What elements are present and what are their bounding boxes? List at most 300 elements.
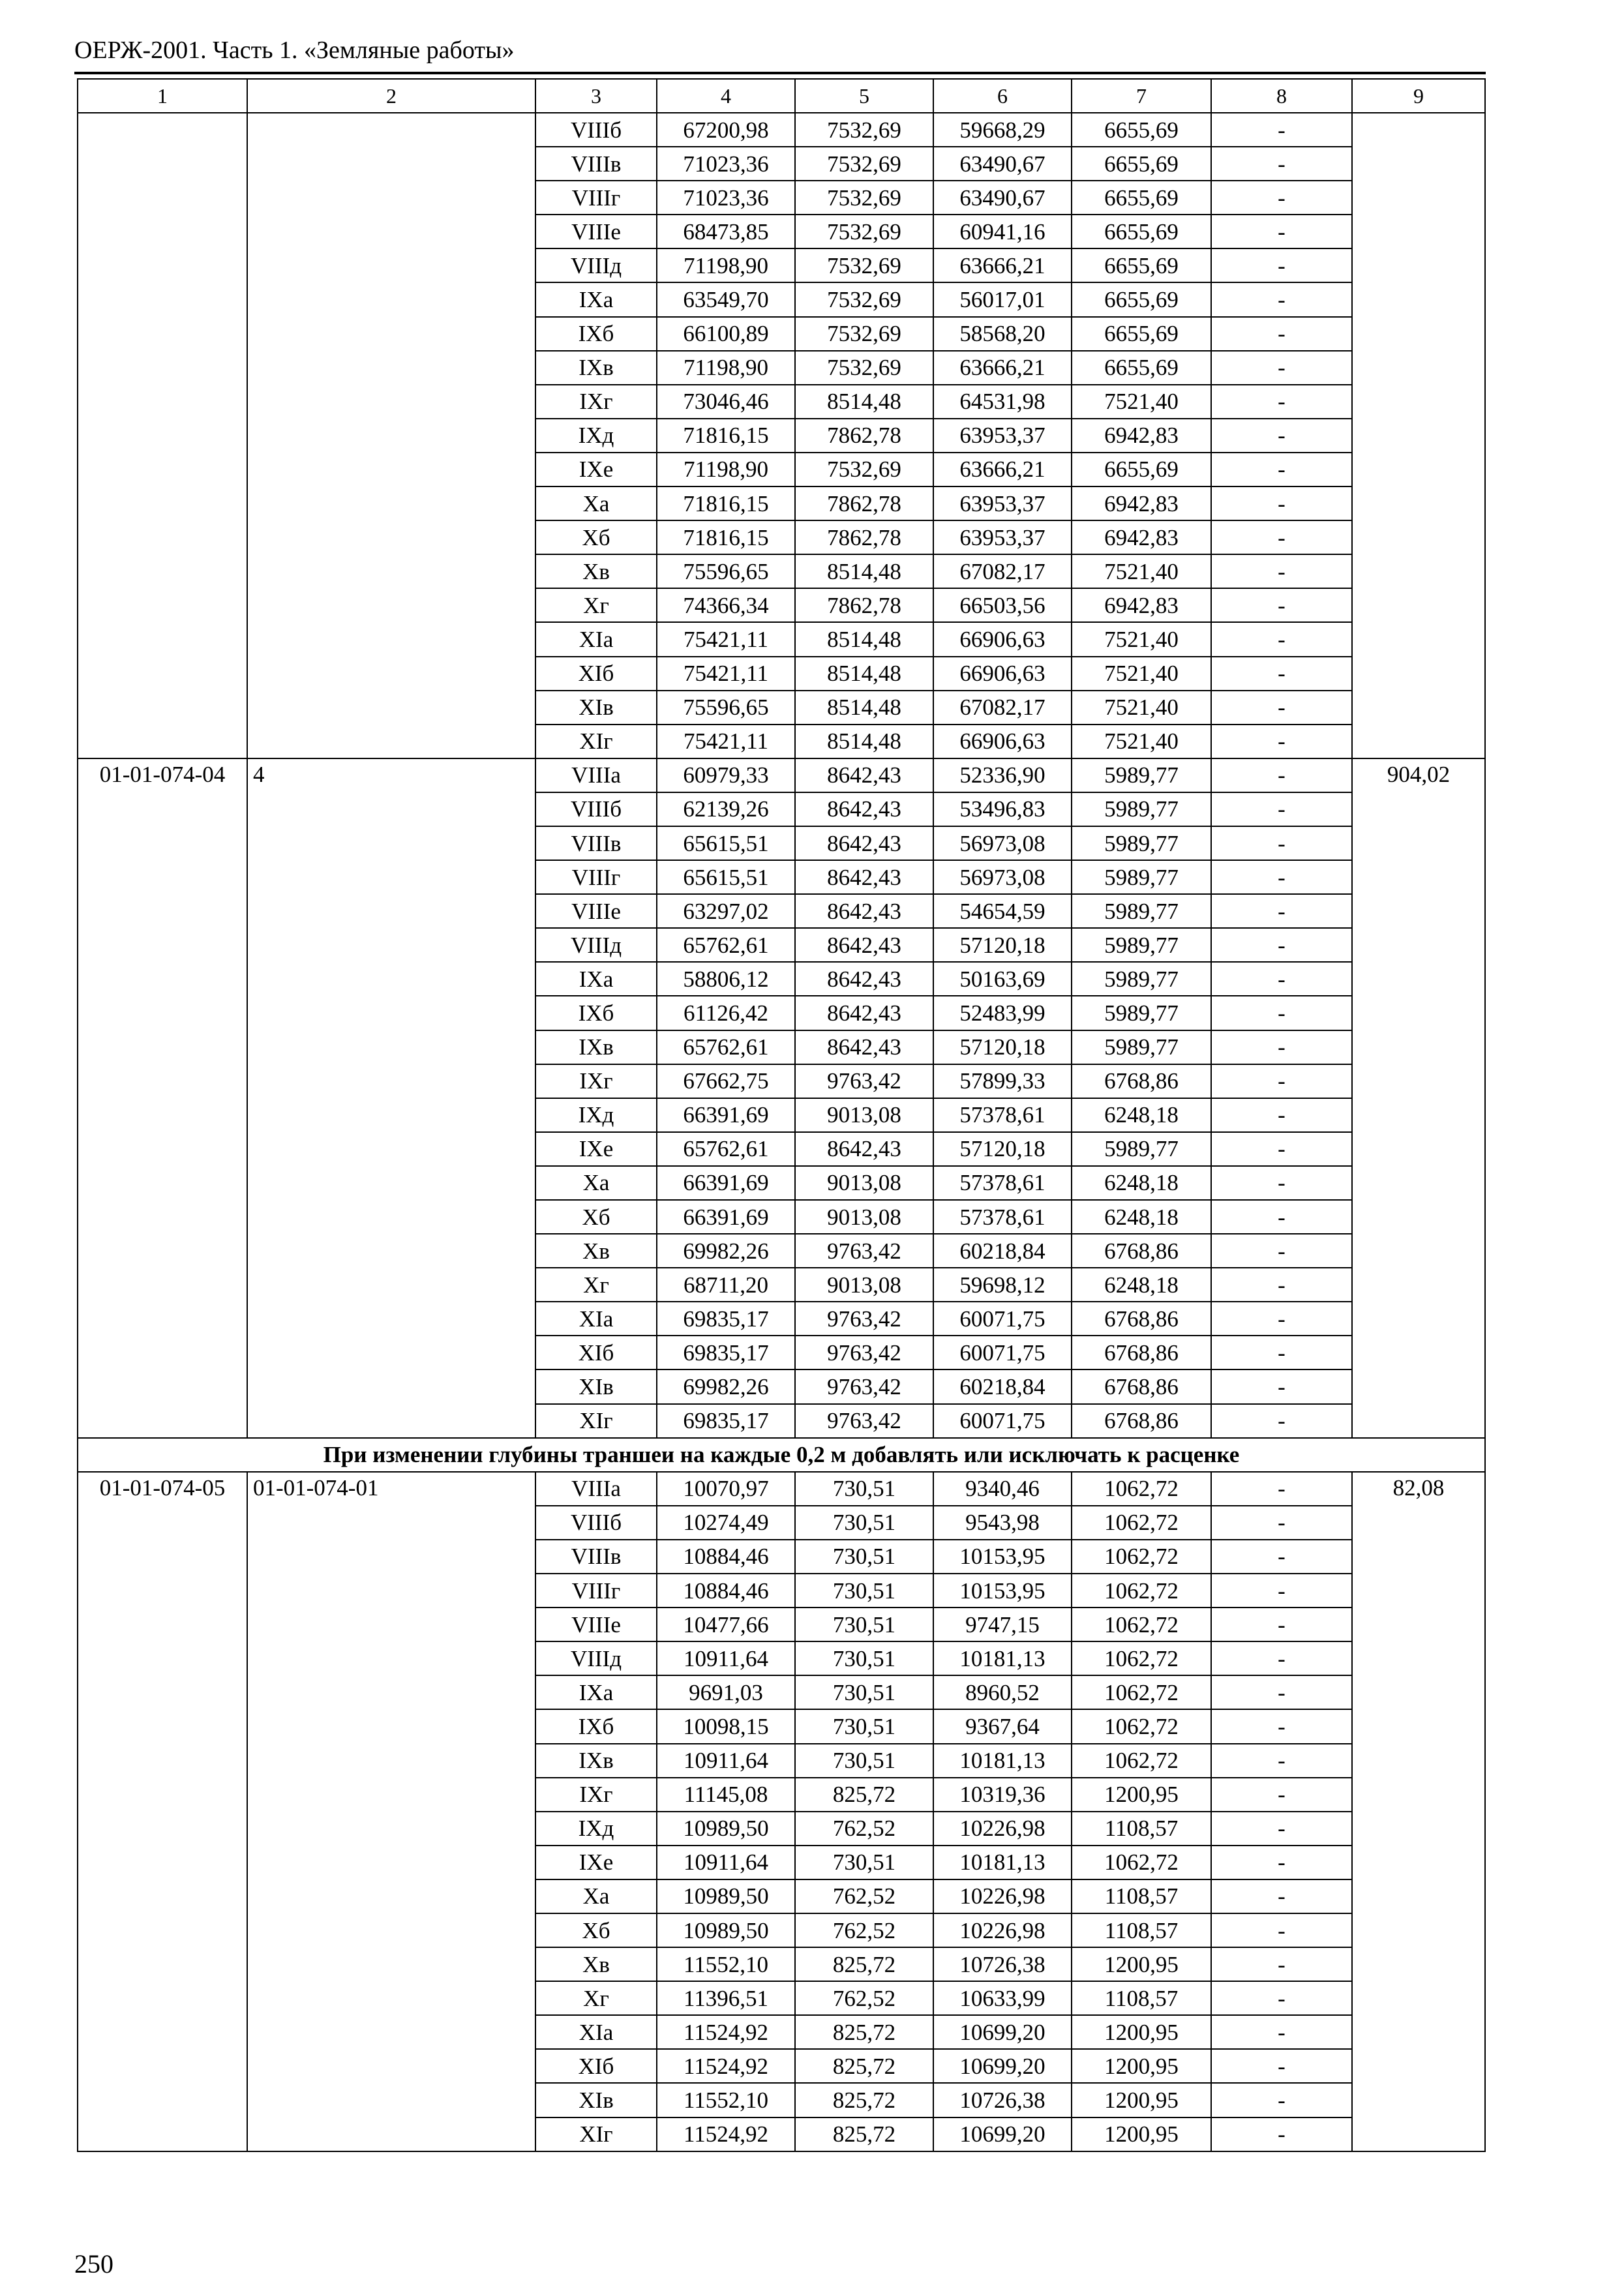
labor-cost-cell: 904,02 — [1352, 758, 1485, 1438]
machines-cell: 60941,16 — [933, 215, 1072, 248]
materials-cell: - — [1211, 385, 1352, 419]
page-number: 250 — [74, 2249, 113, 2279]
machines-cell: 60218,84 — [933, 1234, 1072, 1268]
materials-cell: - — [1211, 1540, 1352, 1574]
section-note: При изменении глубины траншеи на каждые 0,2 м добавлять или исключать к расценке — [78, 1438, 1485, 1472]
category-cell: IXд — [535, 1098, 657, 1132]
machines-cell: 10226,98 — [933, 1913, 1072, 1947]
category-cell: Xв — [535, 1947, 657, 1981]
machinist-salary-cell: 1200,95 — [1072, 2015, 1211, 2049]
price-cell: 75421,11 — [657, 657, 795, 691]
rate-code-cell: 01-01-074-04 — [78, 758, 247, 1438]
machines-cell: 66503,56 — [933, 588, 1072, 622]
machinist-salary-cell: 1062,72 — [1072, 1744, 1211, 1778]
salary-cell: 7532,69 — [795, 317, 933, 351]
salary-cell: 825,72 — [795, 2015, 933, 2049]
machines-cell: 60071,75 — [933, 1336, 1072, 1369]
salary-cell: 9763,42 — [795, 1234, 933, 1268]
materials-cell: - — [1211, 351, 1352, 385]
salary-cell: 9763,42 — [795, 1064, 933, 1098]
price-cell: 71023,36 — [657, 147, 795, 181]
category-cell: XIб — [535, 2049, 657, 2083]
category-cell: VIIIд — [535, 1641, 657, 1675]
salary-cell: 730,51 — [795, 1641, 933, 1675]
category-cell: Xб — [535, 520, 657, 554]
machines-cell: 63666,21 — [933, 351, 1072, 385]
salary-cell: 7532,69 — [795, 215, 933, 248]
machinist-salary-cell: 5989,77 — [1072, 894, 1211, 928]
machinist-salary-cell: 6768,86 — [1072, 1064, 1211, 1098]
materials-cell: - — [1211, 1913, 1352, 1947]
materials-cell: - — [1211, 453, 1352, 486]
machines-cell: 50163,69 — [933, 962, 1072, 996]
machinist-salary-cell: 6655,69 — [1072, 248, 1211, 282]
salary-cell: 825,72 — [795, 1778, 933, 1812]
price-cell: 65615,51 — [657, 860, 795, 894]
category-cell: Xб — [535, 1913, 657, 1947]
machinist-salary-cell: 1062,72 — [1072, 1608, 1211, 1641]
price-cell: 11552,10 — [657, 1947, 795, 1981]
machines-cell: 10181,13 — [933, 1846, 1072, 1879]
machinist-salary-cell: 1200,95 — [1072, 1947, 1211, 1981]
category-cell: IXб — [535, 1709, 657, 1743]
price-cell: 71816,15 — [657, 520, 795, 554]
salary-cell: 7862,78 — [795, 520, 933, 554]
category-cell: IXг — [535, 385, 657, 419]
machines-cell: 10699,20 — [933, 2117, 1072, 2151]
price-cell: 63549,70 — [657, 282, 795, 316]
price-cell: 10098,15 — [657, 1709, 795, 1743]
category-cell: Xа — [535, 1879, 657, 1913]
price-cell: 10477,66 — [657, 1608, 795, 1641]
machinist-salary-cell: 1200,95 — [1072, 2049, 1211, 2083]
machinist-salary-cell: 7521,40 — [1072, 622, 1211, 656]
salary-cell: 8642,43 — [795, 928, 933, 962]
machinist-salary-cell: 6655,69 — [1072, 147, 1211, 181]
column-number: 7 — [1072, 79, 1211, 113]
category-cell: VIIIе — [535, 215, 657, 248]
machinist-salary-cell: 5989,77 — [1072, 826, 1211, 860]
salary-cell: 730,51 — [795, 1540, 933, 1574]
machines-cell: 10633,99 — [933, 1981, 1072, 2015]
category-cell: VIIIг — [535, 181, 657, 215]
machinist-salary-cell: 1200,95 — [1072, 2083, 1211, 2117]
machines-cell: 59668,29 — [933, 113, 1072, 147]
category-cell: XIв — [535, 2083, 657, 2117]
machines-cell: 52483,99 — [933, 996, 1072, 1030]
price-cell: 10884,46 — [657, 1540, 795, 1574]
salary-cell: 9763,42 — [795, 1404, 933, 1438]
machinist-salary-cell: 1200,95 — [1072, 2117, 1211, 2151]
machinist-salary-cell: 1108,57 — [1072, 1812, 1211, 1846]
price-cell: 10070,97 — [657, 1472, 795, 1506]
machinist-salary-cell: 5989,77 — [1072, 860, 1211, 894]
category-cell: Xв — [535, 1234, 657, 1268]
salary-cell: 7532,69 — [795, 351, 933, 385]
salary-cell: 8642,43 — [795, 860, 933, 894]
salary-cell: 762,52 — [795, 1812, 933, 1846]
labor-cost-cell: 82,08 — [1352, 1472, 1485, 2151]
machinist-salary-cell: 6768,86 — [1072, 1234, 1211, 1268]
salary-cell: 9013,08 — [795, 1098, 933, 1132]
category-cell: VIIIд — [535, 248, 657, 282]
salary-cell: 8642,43 — [795, 996, 933, 1030]
machinist-salary-cell: 6248,18 — [1072, 1166, 1211, 1200]
salary-cell: 8642,43 — [795, 792, 933, 826]
price-cell: 10911,64 — [657, 1744, 795, 1778]
category-cell: IXв — [535, 1030, 657, 1064]
salary-cell: 730,51 — [795, 1472, 933, 1506]
materials-cell: - — [1211, 1574, 1352, 1608]
price-cell: 75421,11 — [657, 622, 795, 656]
machinist-salary-cell: 5989,77 — [1072, 1132, 1211, 1166]
machines-cell: 10153,95 — [933, 1540, 1072, 1574]
salary-cell: 7532,69 — [795, 181, 933, 215]
materials-cell: - — [1211, 1234, 1352, 1268]
category-cell: XIа — [535, 2015, 657, 2049]
category-cell: IXд — [535, 419, 657, 453]
category-cell: IXа — [535, 1675, 657, 1709]
machines-cell: 9367,64 — [933, 1709, 1072, 1743]
salary-cell: 8642,43 — [795, 1132, 933, 1166]
materials-cell: - — [1211, 725, 1352, 758]
salary-cell: 8642,43 — [795, 894, 933, 928]
category-cell: IXг — [535, 1064, 657, 1098]
machinist-salary-cell: 7521,40 — [1072, 385, 1211, 419]
machines-cell: 63490,67 — [933, 147, 1072, 181]
header-rule — [74, 72, 1486, 74]
materials-cell: - — [1211, 1506, 1352, 1540]
category-cell: VIIIб — [535, 1506, 657, 1540]
price-cell: 66391,69 — [657, 1166, 795, 1200]
machinist-salary-cell: 7521,40 — [1072, 725, 1211, 758]
column-number: 5 — [795, 79, 933, 113]
price-cell: 10884,46 — [657, 1574, 795, 1608]
machines-cell: 52336,90 — [933, 758, 1072, 792]
machinist-salary-cell: 1108,57 — [1072, 1913, 1211, 1947]
salary-cell: 825,72 — [795, 2117, 933, 2151]
labor-cost-cell — [1352, 113, 1485, 758]
materials-cell: - — [1211, 1778, 1352, 1812]
materials-cell: - — [1211, 1132, 1352, 1166]
price-cell: 71198,90 — [657, 351, 795, 385]
salary-cell: 730,51 — [795, 1675, 933, 1709]
price-cell: 66100,89 — [657, 317, 795, 351]
price-cell: 65762,61 — [657, 928, 795, 962]
category-cell: XIв — [535, 691, 657, 725]
category-cell: Xг — [535, 588, 657, 622]
category-cell: Xг — [535, 1268, 657, 1302]
machines-cell: 10153,95 — [933, 1574, 1072, 1608]
machines-cell: 64531,98 — [933, 385, 1072, 419]
price-cell: 11524,92 — [657, 2049, 795, 2083]
machinist-salary-cell: 1062,72 — [1072, 1472, 1211, 1506]
column-number: 2 — [247, 79, 535, 113]
materials-cell: - — [1211, 1098, 1352, 1132]
price-cell: 11524,92 — [657, 2015, 795, 2049]
machinist-salary-cell: 5989,77 — [1072, 1030, 1211, 1064]
machines-cell: 56973,08 — [933, 860, 1072, 894]
machines-cell: 57120,18 — [933, 1132, 1072, 1166]
price-cell: 10911,64 — [657, 1846, 795, 1879]
price-cell: 9691,03 — [657, 1675, 795, 1709]
salary-cell: 9013,08 — [795, 1200, 933, 1234]
materials-cell: - — [1211, 1336, 1352, 1369]
materials-cell: - — [1211, 1812, 1352, 1846]
category-cell: XIа — [535, 1302, 657, 1336]
machines-cell: 56017,01 — [933, 282, 1072, 316]
materials-cell: - — [1211, 1369, 1352, 1403]
machinist-salary-cell: 6655,69 — [1072, 351, 1211, 385]
price-cell: 71816,15 — [657, 486, 795, 520]
materials-cell: - — [1211, 147, 1352, 181]
machines-cell: 63953,37 — [933, 520, 1072, 554]
price-cell: 65615,51 — [657, 826, 795, 860]
price-cell: 10989,50 — [657, 1879, 795, 1913]
materials-cell: - — [1211, 1744, 1352, 1778]
price-cell: 69982,26 — [657, 1234, 795, 1268]
category-cell: XIб — [535, 1336, 657, 1369]
category-cell: VIIIе — [535, 1608, 657, 1641]
salary-cell: 8642,43 — [795, 1030, 933, 1064]
category-cell: XIа — [535, 622, 657, 656]
machinist-salary-cell: 5989,77 — [1072, 758, 1211, 792]
materials-cell: - — [1211, 1200, 1352, 1234]
salary-cell: 9013,08 — [795, 1268, 933, 1302]
machinist-salary-cell: 6655,69 — [1072, 215, 1211, 248]
category-cell: Xа — [535, 486, 657, 520]
salary-cell: 7862,78 — [795, 588, 933, 622]
rate-code-cell — [78, 113, 247, 758]
materials-cell: - — [1211, 248, 1352, 282]
salary-cell: 730,51 — [795, 1574, 933, 1608]
salary-cell: 8514,48 — [795, 385, 933, 419]
machines-cell: 66906,63 — [933, 725, 1072, 758]
salary-cell: 9763,42 — [795, 1336, 933, 1369]
materials-cell: - — [1211, 419, 1352, 453]
category-cell: Xв — [535, 554, 657, 588]
materials-cell: - — [1211, 758, 1352, 792]
rate-reference-cell: 01-01-074-01 — [247, 1472, 535, 2151]
category-cell: VIIIг — [535, 1574, 657, 1608]
salary-cell: 730,51 — [795, 1608, 933, 1641]
price-cell: 68711,20 — [657, 1268, 795, 1302]
materials-cell: - — [1211, 2083, 1352, 2117]
machines-cell: 10699,20 — [933, 2049, 1072, 2083]
rate-reference-cell — [247, 113, 535, 758]
machinist-salary-cell: 6655,69 — [1072, 282, 1211, 316]
document-header: ОЕРЖ-2001. Часть 1. «Земляные работы» — [74, 37, 515, 64]
category-cell: IXв — [535, 351, 657, 385]
machinist-salary-cell: 1062,72 — [1072, 1506, 1211, 1540]
column-number: 3 — [535, 79, 657, 113]
machinist-salary-cell: 7521,40 — [1072, 554, 1211, 588]
materials-cell: - — [1211, 1641, 1352, 1675]
salary-cell: 7532,69 — [795, 248, 933, 282]
category-cell: XIг — [535, 725, 657, 758]
machinist-salary-cell: 1062,72 — [1072, 1641, 1211, 1675]
salary-cell: 8514,48 — [795, 622, 933, 656]
machines-cell: 57378,61 — [933, 1098, 1072, 1132]
machines-cell: 10319,36 — [933, 1778, 1072, 1812]
machines-cell: 60071,75 — [933, 1302, 1072, 1336]
machines-cell: 59698,12 — [933, 1268, 1072, 1302]
machinist-salary-cell: 5989,77 — [1072, 928, 1211, 962]
machines-cell: 63666,21 — [933, 248, 1072, 282]
salary-cell: 9763,42 — [795, 1369, 933, 1403]
materials-cell: - — [1211, 1404, 1352, 1438]
machines-cell: 53496,83 — [933, 792, 1072, 826]
machinist-salary-cell: 1062,72 — [1072, 1574, 1211, 1608]
materials-cell: - — [1211, 282, 1352, 316]
price-cell: 67662,75 — [657, 1064, 795, 1098]
machinist-salary-cell: 6655,69 — [1072, 181, 1211, 215]
machines-cell: 57378,61 — [933, 1200, 1072, 1234]
salary-cell: 730,51 — [795, 1709, 933, 1743]
machinist-salary-cell: 1108,57 — [1072, 1879, 1211, 1913]
salary-cell: 8514,48 — [795, 657, 933, 691]
price-cell: 11524,92 — [657, 2117, 795, 2151]
category-cell: VIIIв — [535, 826, 657, 860]
machinist-salary-cell: 1200,95 — [1072, 1778, 1211, 1812]
salary-cell: 730,51 — [795, 1506, 933, 1540]
machinist-salary-cell: 1062,72 — [1072, 1709, 1211, 1743]
price-cell: 69982,26 — [657, 1369, 795, 1403]
category-cell: IXе — [535, 1132, 657, 1166]
price-cell: 58806,12 — [657, 962, 795, 996]
machinist-salary-cell: 6248,18 — [1072, 1268, 1211, 1302]
machines-cell: 9340,46 — [933, 1472, 1072, 1506]
materials-cell: - — [1211, 1981, 1352, 2015]
category-cell: XIв — [535, 1369, 657, 1403]
machines-cell: 57899,33 — [933, 1064, 1072, 1098]
column-number: 1 — [78, 79, 247, 113]
section-note-row — [78, 1438, 1485, 1472]
category-cell: VIIIа — [535, 758, 657, 792]
column-number: 6 — [933, 79, 1072, 113]
machinist-salary-cell: 7521,40 — [1072, 657, 1211, 691]
machines-cell: 60071,75 — [933, 1404, 1072, 1438]
materials-cell: - — [1211, 486, 1352, 520]
materials-cell: - — [1211, 1302, 1352, 1336]
salary-cell: 7532,69 — [795, 453, 933, 486]
machinist-salary-cell: 6655,69 — [1072, 317, 1211, 351]
category-cell: IXа — [535, 282, 657, 316]
materials-cell: - — [1211, 2015, 1352, 2049]
salary-cell: 8642,43 — [795, 962, 933, 996]
column-number-row — [78, 79, 1485, 113]
materials-cell: - — [1211, 792, 1352, 826]
machines-cell: 67082,17 — [933, 554, 1072, 588]
machines-cell: 10726,38 — [933, 2083, 1072, 2117]
category-cell: VIIIв — [535, 1540, 657, 1574]
salary-cell: 7532,69 — [795, 147, 933, 181]
machines-cell: 63666,21 — [933, 453, 1072, 486]
salary-cell: 7862,78 — [795, 486, 933, 520]
materials-cell: - — [1211, 1166, 1352, 1200]
price-cell: 74366,34 — [657, 588, 795, 622]
category-cell: VIIIд — [535, 928, 657, 962]
machines-cell: 9747,15 — [933, 1608, 1072, 1641]
materials-cell: - — [1211, 1064, 1352, 1098]
materials-cell: - — [1211, 1030, 1352, 1064]
price-cell: 62139,26 — [657, 792, 795, 826]
materials-cell: - — [1211, 2049, 1352, 2083]
machinist-salary-cell: 6942,83 — [1072, 520, 1211, 554]
machines-cell: 10226,98 — [933, 1812, 1072, 1846]
category-cell: Xб — [535, 1200, 657, 1234]
salary-cell: 8514,48 — [795, 691, 933, 725]
category-cell: XIб — [535, 657, 657, 691]
price-cell: 67200,98 — [657, 113, 795, 147]
category-cell: VIIIг — [535, 860, 657, 894]
machinist-salary-cell: 6942,83 — [1072, 588, 1211, 622]
price-cell: 73046,46 — [657, 385, 795, 419]
materials-cell: - — [1211, 1268, 1352, 1302]
rate-reference-cell: 4 — [247, 758, 535, 1438]
machines-cell: 10181,13 — [933, 1641, 1072, 1675]
category-cell: IXв — [535, 1744, 657, 1778]
price-cell: 63297,02 — [657, 894, 795, 928]
salary-cell: 7862,78 — [795, 419, 933, 453]
price-cell: 68473,85 — [657, 215, 795, 248]
category-cell: VIIIв — [535, 147, 657, 181]
salary-cell: 825,72 — [795, 2049, 933, 2083]
price-cell: 11396,51 — [657, 1981, 795, 2015]
salary-cell: 762,52 — [795, 1981, 933, 2015]
category-cell: IXб — [535, 317, 657, 351]
salary-cell: 9763,42 — [795, 1302, 933, 1336]
table-row — [78, 758, 1485, 792]
machines-cell: 10226,98 — [933, 1879, 1072, 1913]
machinist-salary-cell: 6248,18 — [1072, 1098, 1211, 1132]
machinist-salary-cell: 6942,83 — [1072, 419, 1211, 453]
table-row — [78, 113, 1485, 147]
price-cell: 71816,15 — [657, 419, 795, 453]
machinist-salary-cell: 6248,18 — [1072, 1200, 1211, 1234]
category-cell: IXб — [535, 996, 657, 1030]
price-cell: 71198,90 — [657, 248, 795, 282]
price-cell: 65762,61 — [657, 1132, 795, 1166]
machines-cell: 67082,17 — [933, 691, 1072, 725]
machines-cell: 57120,18 — [933, 928, 1072, 962]
materials-cell: - — [1211, 181, 1352, 215]
machines-cell: 54654,59 — [933, 894, 1072, 928]
materials-cell: - — [1211, 1947, 1352, 1981]
price-cell: 61126,42 — [657, 996, 795, 1030]
salary-cell: 7532,69 — [795, 113, 933, 147]
salary-cell: 825,72 — [795, 1947, 933, 1981]
salary-cell: 7532,69 — [795, 282, 933, 316]
column-number: 4 — [657, 79, 795, 113]
machinist-salary-cell: 5989,77 — [1072, 996, 1211, 1030]
materials-cell: - — [1211, 996, 1352, 1030]
machines-cell: 10726,38 — [933, 1947, 1072, 1981]
materials-cell: - — [1211, 962, 1352, 996]
category-cell: VIIIе — [535, 894, 657, 928]
price-cell: 11552,10 — [657, 2083, 795, 2117]
machinist-salary-cell: 6768,86 — [1072, 1404, 1211, 1438]
price-cell: 60979,33 — [657, 758, 795, 792]
machinist-salary-cell: 7521,40 — [1072, 691, 1211, 725]
materials-cell: - — [1211, 1472, 1352, 1506]
materials-cell: - — [1211, 215, 1352, 248]
salary-cell: 730,51 — [795, 1744, 933, 1778]
category-cell: IXе — [535, 453, 657, 486]
materials-cell: - — [1211, 588, 1352, 622]
machines-cell: 66906,63 — [933, 622, 1072, 656]
machinist-salary-cell: 1108,57 — [1072, 1981, 1211, 2015]
